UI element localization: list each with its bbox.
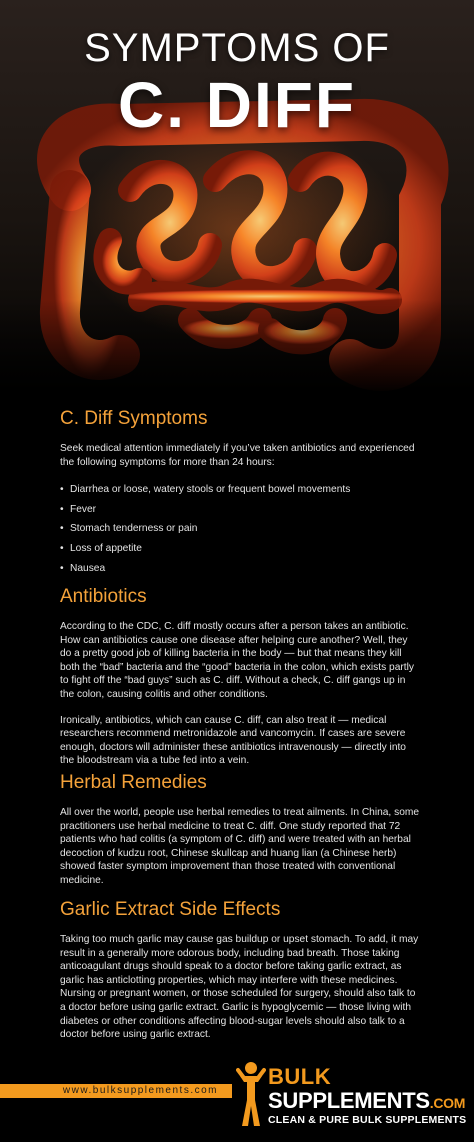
symptoms-list [60, 483, 420, 575]
symptoms-intro: Seek medical attention immediately if you’ve taken antibiotics and experienced the following symptoms for more than 24 hours: [60, 443, 415, 468]
bullet-icon: • [60, 562, 64, 574]
list-item: • Diarrhea or loose, watery stools or frequent bowel movements [60, 484, 351, 496]
list-item: • Fever [60, 503, 97, 515]
section-herbal-remedies [60, 772, 420, 888]
antibiotics-paragraph-2: Ironically, antibiotics, which can cause C. diff, can also treat it — medical researchers recommend metronidazole and vancomycin. If cases are severe enough, doctors will administer these antibiotics intravenously — directly into the bloodstream via a tube fed into a vein. [60, 714, 406, 767]
website-link[interactable]: www.bulksupplements.com [0, 1084, 232, 1098]
section-title-herbal: Herbal Remedies [60, 772, 207, 793]
hero-banner [0, 0, 474, 395]
section-title-antibiotics: Antibiotics [60, 586, 147, 607]
brand-domain: .COM [429, 1095, 466, 1111]
footer [0, 1050, 474, 1142]
section-title-symptoms: C. Diff Symptoms [60, 408, 208, 429]
brand-tagline: CLEAN & PURE BULK SUPPLEMENTS [268, 1114, 467, 1126]
list-item: • Nausea [60, 562, 106, 574]
bullet-icon: • [60, 484, 64, 496]
list-item: • Loss of appetite [60, 542, 142, 554]
garlic-paragraph-1: Taking too much garlic may cause gas buildup or upset stomach. To add, it may result in a generally more odorous body, including bad breath. Those taking anticoagulant drugs should speak to a doctor before taking garlic extract, as garlic has anticlotting properties, which may interfere with these medicines. Nursing or pregnant women, or those scheduled for surgery, should also talk to a doctor before using garlic extract. Garlic is hypoglycemic — those living with diabetes or other conditions affecting blood-sugar levels should also talk to a doctor before using garlic extract. [60, 934, 419, 1041]
bullet-icon: • [60, 523, 64, 535]
bullet-icon: • [60, 503, 64, 515]
brand-name-line1: BULK [268, 1064, 332, 1089]
section-title-garlic: Garlic Extract Side Effects [60, 899, 281, 920]
section-symptoms [60, 408, 420, 581]
hero-title-line2: C. DIFF [118, 69, 356, 141]
weightlifter-icon [236, 1060, 266, 1130]
brand-name-line2: SUPPLEMENTS.COM [268, 1088, 466, 1113]
section-garlic-side-effects [60, 899, 420, 1042]
section-antibiotics [60, 586, 420, 768]
bullet-icon: • [60, 542, 64, 554]
list-item: • Stomach tenderness or pain [60, 523, 198, 535]
herbal-paragraph-1: All over the world, people use herbal remedies to treat ailments. In China, some practitioners use herbal medicine to treat C. diff. One study reported that 72 patients who had colitis (a symptom of C. diff) and were treated with an herbal decoction of kudzu root, Chinese skullcap and huang lian (a Chinese herb) showed faster symptom improvement than those treated with conventional medicine. [60, 807, 420, 886]
antibiotics-paragraph-1: According to the CDC, C. diff mostly occurs after a person takes an antibiotic. How can antibiotics cause one disease after helping cure another? Well, they do a pretty good job of killing bacteria in the body — but that means they kill both the “bad” bacteria and the “good” bacteria in the colon, which exists partly to fight off the “bad guys” such as C. diff. Without a check, C. diff gangs up in the colon, causing colitis and other conditions. [60, 621, 414, 700]
hero-title-line1: SYMPTOMS OF [84, 26, 390, 70]
